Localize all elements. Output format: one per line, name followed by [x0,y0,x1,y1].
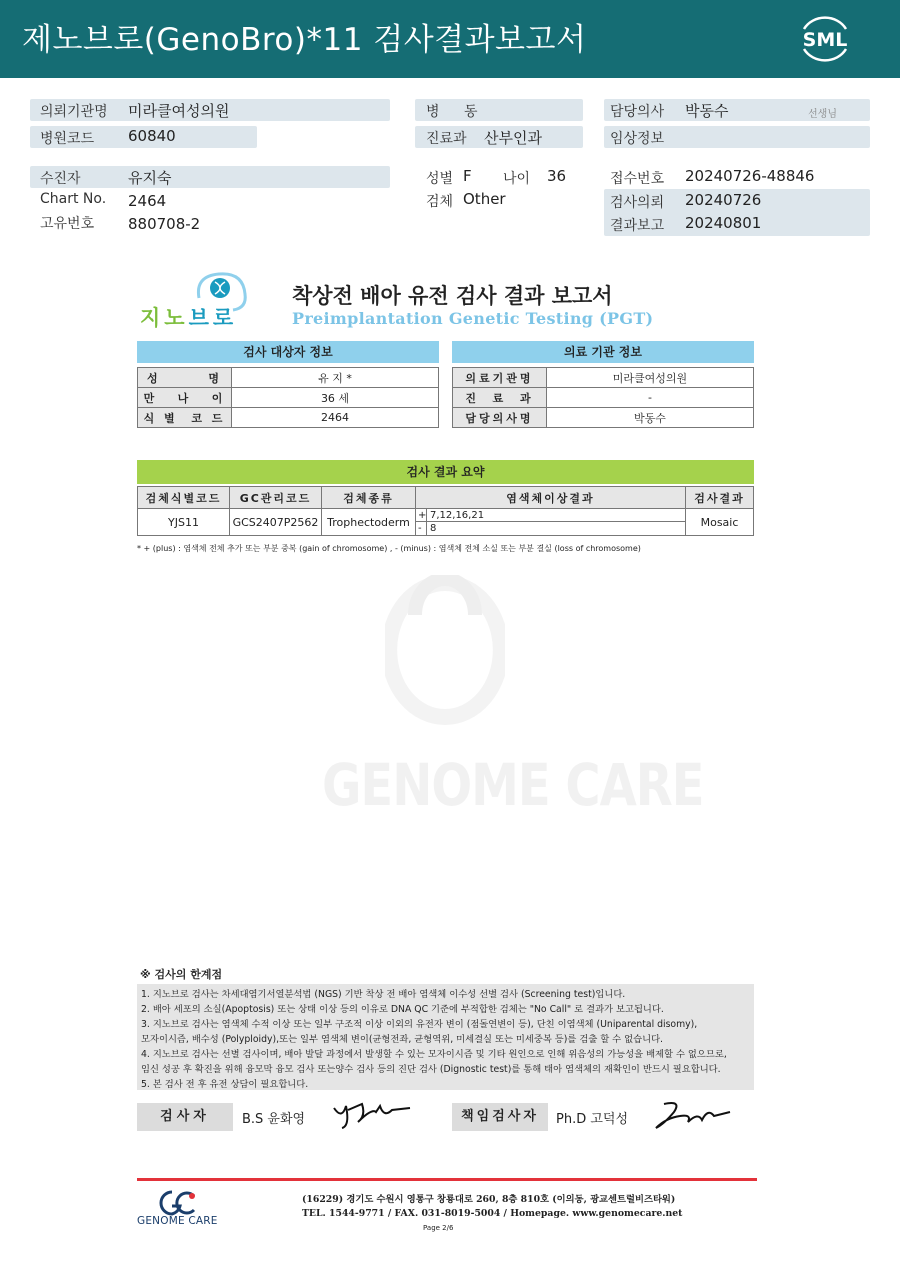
minus-sign: - [418,523,422,534]
sample-type-cell: Trophectoderm [322,509,416,536]
genome-care-logo-icon [152,1188,202,1218]
report-date-label: 결과보고 [610,218,665,234]
hospital-code-label: 병원코드 [40,131,95,147]
id-number-label: 고유번호 [40,216,95,232]
sml-logo-text: SML [802,29,848,51]
specimen-label: 검체 [426,194,454,210]
summary-header: 검사 결과 요약 [137,460,754,484]
id-number-value: 880708-2 [128,215,201,233]
table-row [453,388,754,408]
doctor-label: 담당의사 [610,104,665,120]
col-sample-id: 검체식별코드 [138,487,230,509]
minus-value: 8 [430,523,437,534]
table-row [138,408,439,428]
limitation-line: 1. 지노브로 검사는 차세대염기서열분석법 (NGS) 기반 착상 전 배아 염색체 이수성 선별 검사 (Screening test)입니다. [141,989,626,1000]
subject-age-label: 만 나 이 [138,388,232,408]
doctor-value: 박동수 [685,102,729,120]
genobro-brand-word [140,302,237,332]
subject-code-label: 식 별 코 드 [138,408,232,428]
receipt-no-value: 20240726-48846 [685,167,815,185]
examiner-label: 검사자 [137,1103,233,1131]
dept-value: 산부인과 [484,129,542,147]
subject-code-value: 2464 [232,408,439,428]
limitations-title: ※ 검사의 한계점 [140,968,223,981]
dept-label: 진료과 [426,131,467,147]
limitation-line: 2. 배아 세포의 소실(Apoptosis) 또는 상태 이상 등의 이유로 DNA QC 기준에 부적합한 검체는 "No Call" 로 결과가 보고됩니다. [141,1004,664,1015]
brand-word-part1: 지노 [140,306,189,330]
summary-header-row [138,487,754,509]
inst-name-value: 미라클여성의원 [547,368,754,388]
institution-label: 의뢰기관명 [40,104,108,120]
examiner-name: B.S 윤화영 [242,1112,306,1127]
plus-value: 7,12,16,21 [430,510,485,521]
limitations-box [137,984,754,1090]
result-cell: Mosaic [686,509,754,536]
patient-bar [30,166,390,188]
summary-footnote: * + (plus) : 염색체 전체 추가 또는 부분 중복 (gain of chromosome) , - (minus) : 염색체 전체 소실 또는 부분 결실 (loss of chromosome) [137,544,641,553]
ward-label: 병 동 [426,104,488,120]
watermark-text: GENOME CARE [322,752,704,820]
age-label: 나이 [503,171,531,187]
responsible-signature-icon [652,1098,732,1132]
examiner-signature-icon [332,1098,412,1130]
patient-value: 유지숙 [128,169,172,187]
responsible-examiner-label: 책임검사자 [452,1103,548,1131]
table-row [453,368,754,388]
responsible-examiner-name: Ph.D 고덕성 [556,1112,629,1127]
abnormality-minus-row [416,522,685,535]
sex-value: F [463,167,472,185]
subject-age-value: 36 세 [232,388,439,408]
brand-word-part2: 브로 [188,306,238,330]
abnormality-cell [416,509,686,536]
summary-table [137,486,754,536]
col-result: 검사결과 [686,487,754,509]
genome-care-wordmark: GENOME CARE [137,1215,218,1227]
specimen-value: Other [463,190,506,208]
footer-contact: TEL. 1544-9771 / FAX. 031-8019-5004 / Homepage. www.genomecare.net [302,1208,683,1219]
limitation-line: 모자이시즘, 배수성 (Polyploidy),또는 일부 염색체 변이(균형전좌, 균형역위, 미세결실 또는 미세중복 등)를 검출 할 수 없습니다. [141,1034,663,1045]
limitation-line: 3. 지노브로 검사는 염색체 수적 이상 또는 일부 구조적 이상 이외의 유전자 변이 (점돌연변이 등), 단친 이염색체 (Uniparental disomy), [141,1019,698,1030]
col-sample-type: 검체종류 [322,487,416,509]
footer-address-block [302,1193,682,1221]
inst-doctor-label: 담당의사명 [453,408,547,428]
subject-name-label: 성 명 [138,368,232,388]
sample-id-cell: YJS11 [138,509,230,536]
sex-label: 성별 [426,171,454,187]
limitation-line: 5. 본 검사 전 후 유전 상담이 필요합니다. [141,1079,309,1090]
subject-table [137,367,439,428]
subject-table-header: 검사 대상자 정보 [137,341,439,363]
sml-logo-icon [796,13,854,65]
inst-name-label: 의료기관명 [453,368,547,388]
limitation-line: 4. 지노브로 검사는 선별 검사이며, 배아 발달 과정에서 발생할 수 있는 모자이시즘 및 기타 원인으로 인해 위음성의 가능성을 배제할 수 없으므로, [141,1049,727,1060]
request-date-value: 20240726 [685,191,762,209]
chart-no-label: Chart No. [40,191,107,207]
receipt-no-label: 접수번호 [610,171,665,187]
hospital-code-value: 60840 [128,127,176,145]
table-row [453,408,754,428]
table-row [138,388,439,408]
footer-address: (16229) 경기도 수원시 영통구 창룡대로 260, 8층 810호 (이의동, 광교센트럴비즈타워) [302,1194,676,1205]
institution-table-header: 의료 기관 정보 [452,341,754,363]
report-title: 착상전 배아 유전 검사 결과 보고서 [292,284,613,308]
col-abnormality: 염색체이상결과 [416,487,686,509]
age-value: 36 [547,167,567,185]
subject-name-value: 유 지 * [232,368,439,388]
report-date-value: 20240801 [685,214,762,232]
inst-dept-label: 진 료 과 [453,388,547,408]
sign-divider [426,509,427,522]
chart-no-value: 2464 [128,192,167,210]
col-gc-code: GC관리코드 [230,487,322,509]
summary-data-row [138,509,754,536]
report-header-bar [0,0,900,78]
gc-code-cell: GCS2407P2562 [230,509,322,536]
genome-care-watermark-icon [385,575,505,725]
institution-value: 미라클여성의원 [128,102,230,120]
inst-doctor-value: 박동수 [547,408,754,428]
report-main-title: 제노브로(GenoBro)*11 검사결과보고서 [22,22,587,58]
doctor-suffix: 선생님 [808,109,837,120]
page-number: Page 2/6 [423,1224,454,1232]
plus-sign: + [418,510,427,521]
clinical-info-label: 임상정보 [610,131,665,147]
sign-divider [426,522,427,535]
abnormality-list [416,509,685,535]
table-row [138,368,439,388]
footer-divider [137,1178,757,1181]
abnormality-plus-row [416,509,685,522]
patient-label: 수진자 [40,171,81,187]
report-subtitle: Preimplantation Genetic Testing (PGT) [292,309,654,328]
limitation-line: 임신 성공 후 확진을 위해 융모막 융모 검사 또는양수 검사 등의 진단 검사 (Dignostic test)를 통해 태아 염색체의 재확인이 반드시 필요합니다. [141,1064,721,1075]
request-date-label: 검사의뢰 [610,195,665,211]
institution-table [452,367,754,428]
inst-dept-value: - [547,388,754,408]
